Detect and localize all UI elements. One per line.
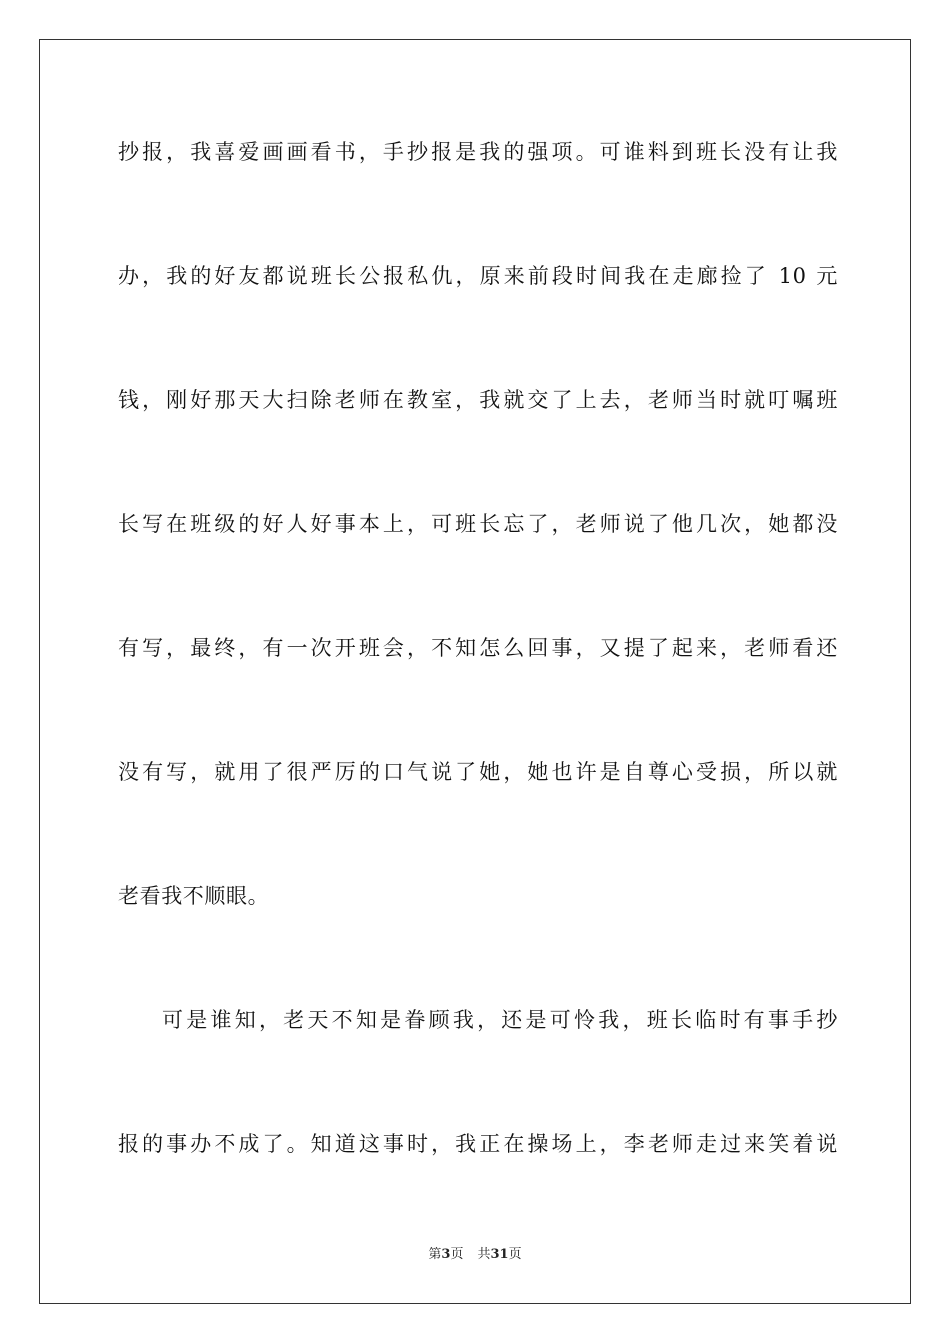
page-number: 3 xyxy=(441,1247,451,1262)
text-line: 长写在班级的好人好事本上，可班长忘了，老师说了他几次，她都没 xyxy=(118,512,838,536)
text-line: 老看我不顺眼。 xyxy=(118,884,270,908)
total-suffix: 页 xyxy=(508,1247,522,1262)
text-line: 钱，刚好那天大扫除老师在教室，我就交了上去，老师当时就叮嘱班 xyxy=(118,388,838,412)
text-line: 有写，最终，有一次开班会，不知怎么回事，又提了起来，老师看还 xyxy=(118,636,838,660)
page-footer xyxy=(0,1246,950,1264)
text-line: 抄报，我喜爱画画看书，手抄报是我的强项。可谁料到班长没有让我 xyxy=(118,140,838,164)
page-border xyxy=(39,39,911,1304)
total-pages: 31 xyxy=(490,1247,509,1262)
page-prefix: 第 xyxy=(428,1247,442,1262)
text-line: 办，我的好友都说班长公报私仇，原来前段时间我在走廊捡了 10 元 xyxy=(118,264,838,288)
page-suffix: 页 xyxy=(450,1247,464,1262)
paragraph-first-line: 可是谁知，老天不知是眷顾我，还是可怜我，班长临时有事手抄 xyxy=(162,1008,838,1032)
text-line: 没有写，就用了很严厉的口气说了她，她也许是自尊心受损，所以就 xyxy=(118,760,838,784)
text-line: 报的事办不成了。知道这事时，我正在操场上，李老师走过来笑着说 xyxy=(118,1132,838,1156)
total-prefix: 共 xyxy=(477,1247,491,1262)
